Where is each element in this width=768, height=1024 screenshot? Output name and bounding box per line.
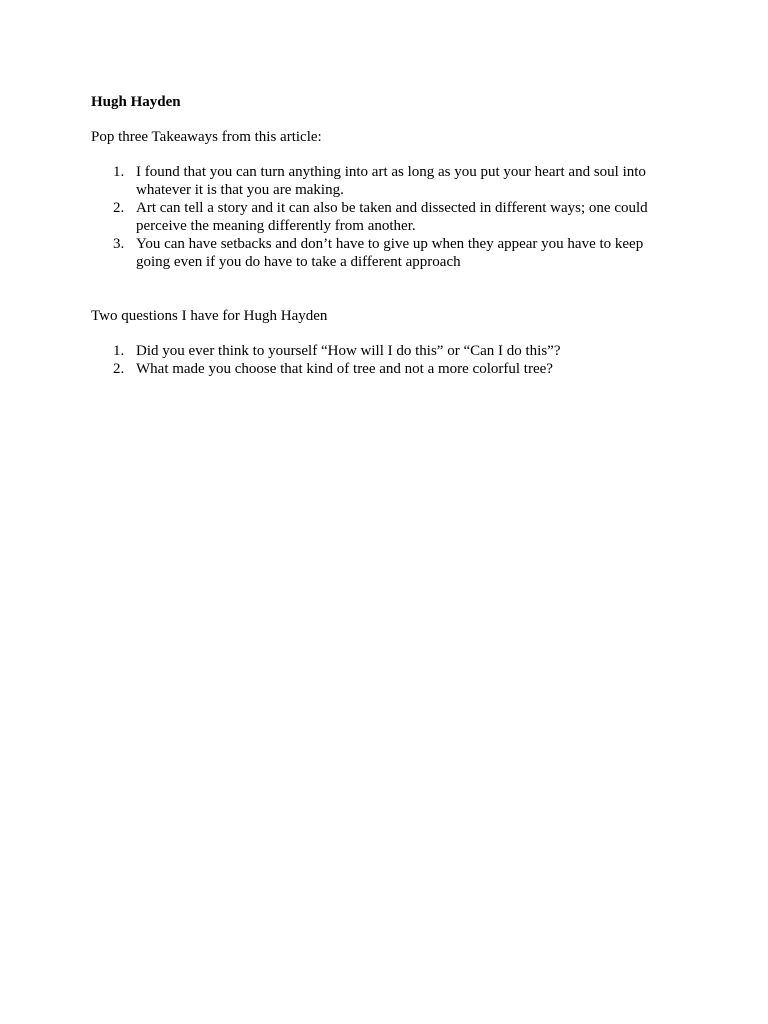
list-number: 2. — [113, 200, 125, 216]
document-title: Hugh Hayden — [91, 94, 181, 110]
list-item-text: I found that you can turn anything into art as long as you put your heart and soul into whatever it is that you are making. — [136, 164, 646, 198]
takeaways-list — [91, 163, 671, 271]
document-body — [91, 93, 671, 378]
list-item-text: You can have setbacks and don’t have to give up when they appear you have to keep going even if you do have to take a different approach — [136, 236, 644, 270]
list-item-text: Art can tell a story and it can also be taken and dissected in different ways; one could perceive the meaning differently from another. — [136, 200, 648, 234]
list-item — [91, 199, 671, 235]
list-number: 1. — [113, 343, 125, 359]
takeaways-intro: Pop three Takeaways from this article: — [91, 129, 322, 145]
list-item — [91, 342, 671, 360]
list-item — [91, 163, 671, 199]
list-item — [91, 360, 671, 378]
questions-list — [91, 342, 671, 378]
questions-intro: Two questions I have for Hugh Hayden — [91, 308, 328, 324]
list-item-text: Did you ever think to yourself “How will I do this” or “Can I do this”? — [136, 343, 561, 359]
list-number: 1. — [113, 164, 125, 180]
list-item — [91, 235, 671, 271]
list-item-text: What made you choose that kind of tree and not a more colorful tree? — [136, 361, 553, 377]
list-number: 3. — [113, 236, 125, 252]
list-number: 2. — [113, 361, 125, 377]
